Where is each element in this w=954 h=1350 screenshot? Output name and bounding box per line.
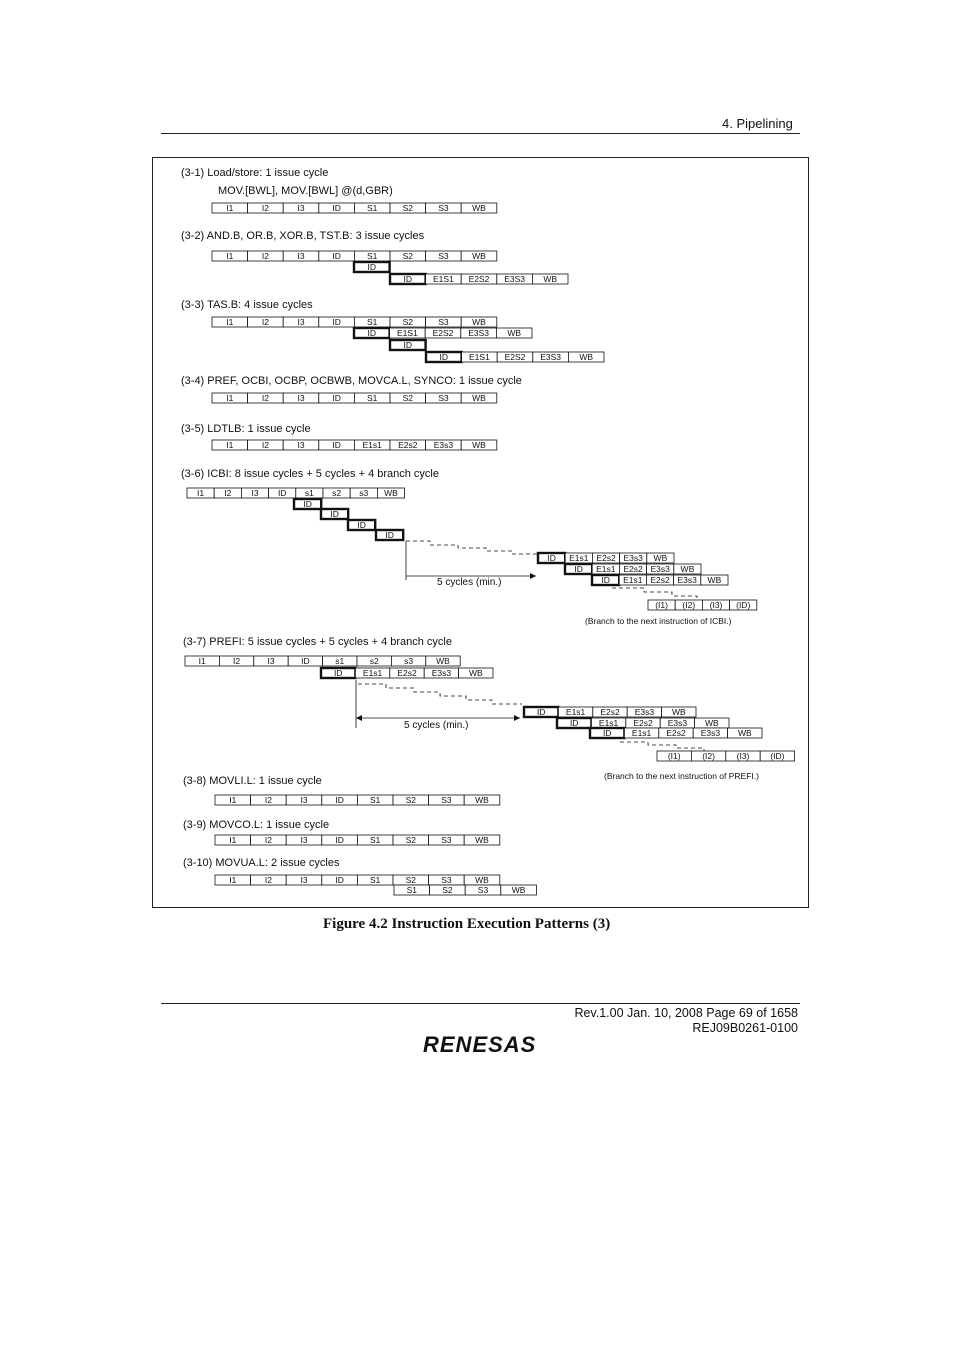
pipeline-stage-label: I1 [226,203,234,213]
pipeline-stage-label: WB [707,575,722,585]
section-title-3-1: (3-1) Load/store: 1 issue cycle [181,167,329,179]
pipeline-stage-label: I3 [297,251,305,261]
pipeline-stage-label: E3s3 [431,668,452,678]
pipeline-stage-label: WB [475,835,489,845]
pipeline-row-s10-1 [215,875,500,885]
pipeline-stage-label: E1s1 [362,440,382,450]
pipeline-stage-label: I1 [226,440,234,450]
pipeline-stage-label: ID [403,274,413,284]
pipeline-stage-label: E1s1 [565,707,586,717]
pipeline-stage-label: WB [475,875,489,885]
renesas-logo: RENESAS [423,1032,537,1057]
pipeline-stage-label: E3s3 [700,728,721,738]
pipeline-stage-label: E3s3 [650,564,670,574]
pipeline-stage-label: E1S1 [397,328,418,338]
footer-rule [161,1003,800,1004]
pipeline-stage-label: s3 [404,656,414,666]
pipeline-stage-label: I3 [300,875,308,885]
pipeline-row-s6-8 [592,575,728,585]
pipeline-stage-label: I1 [226,393,234,403]
pipeline-stage-label: ID [332,317,341,327]
pipeline-row-s6-4 [348,520,375,530]
pipeline-stage-label: E3s3 [677,575,697,585]
pipeline-stage-label: ID [332,203,341,213]
pipeline-stage-label: E3S3 [540,352,561,362]
pipeline-stage-label: I1 [197,488,205,498]
pipeline-stage-label: ID [367,262,377,272]
pipeline-row-s6-2 [294,499,321,509]
pipeline-row-s6-1 [187,488,405,498]
pipeline-stage-label: s1 [335,656,345,666]
pipeline-row-s4-1 [212,393,497,403]
pipeline-stage-label: I1 [198,656,206,666]
running-header: 4. Pipelining [722,116,793,131]
pipeline-stage-label: S2 [405,875,417,885]
pipeline-stage-label: S1 [369,795,381,805]
pipeline-stage-label: WB [737,728,752,738]
pipeline-stage-label: ID [357,520,366,530]
pipeline-stage-label: ID [574,564,583,574]
pipeline-stage-label: ID [536,707,546,717]
pipeline-stage-label: ID [385,530,394,540]
prefi-cycle-label: 5 cycles (min.) [404,720,469,731]
pipeline-stage-label: ID [330,509,339,519]
pipeline-stage-label: WB [653,553,668,563]
pipeline-stage-label: WB [472,203,486,213]
pipeline-stage-label: E2S2 [468,274,490,284]
pipeline-stage-label: WB [680,564,695,574]
section-title-3-5: (3-5) LDTLB: 1 issue cycle [181,423,311,435]
pipeline-stage-label: (I3) [709,600,723,610]
pipeline-stage-label: (ID) [736,600,751,610]
pipeline-stage-label: S2 [442,885,453,895]
pipeline-stage-label: E1s1 [362,668,383,678]
pipeline-stage-label: S2 [402,203,414,213]
pipeline-row-s7-1 [185,656,460,666]
pipeline-stage-label: E1S1 [469,352,490,362]
pipeline-stage-label: ID [439,352,449,362]
pipeline-stage-label: E3S3 [504,274,525,284]
pipeline-stage-label: ID [335,875,344,885]
pipeline-stage-label: ID [332,440,341,450]
pipeline-stage-label: S1 [369,835,381,845]
footer-doc-number: REJ09B0261-0100 [692,1021,798,1035]
pipeline-stage-label: E3s3 [623,553,643,563]
pipeline-row-s2-3 [390,274,568,284]
prefi-branch-note: (Branch to the next instruction of PREFI.) [604,771,759,781]
pipeline-row-s7-2 [321,668,493,678]
pipeline-stage-label: I2 [224,488,232,498]
pipeline-stage-label: (I1) [655,600,668,610]
pipeline-stage-label: I3 [300,795,308,805]
pipeline-stage-label: ID [301,656,310,666]
pipeline-stage-label: I2 [261,317,269,327]
pipeline-row-s8-1 [215,795,500,805]
pipeline-stage-label: E3s3 [433,440,454,450]
pipeline-stage-label: ID [602,728,612,738]
pipeline-stage-label: I3 [267,656,275,666]
pipeline-row-s3-4 [426,352,604,362]
pipeline-stage-label: E2s2 [666,728,686,738]
pipeline-stage-label: I3 [297,203,305,213]
pipeline-stage-label: s1 [304,488,314,498]
footer-revision: Rev.1.00 Jan. 10, 2008 Page 69 of 1658 [574,1006,798,1020]
pipeline-stage-label: E2s2 [650,575,670,585]
pipeline-stage-label: I2 [261,440,269,450]
icbi-branch-note: (Branch to the next instruction of ICBI.) [585,616,732,626]
pipeline-stage-label: S2 [402,393,414,403]
pipeline-stage-label: S3 [438,251,449,261]
pipeline-stage-label: WB [579,352,594,362]
pipeline-row-s6-3 [321,509,348,519]
pipeline-stage-label: (I2) [702,751,715,761]
pipeline-stage-label: WB [475,795,489,805]
section-title-3-3: (3-3) TAS.B: 4 issue cycles [181,299,313,311]
pipeline-stage-label: I2 [264,835,272,845]
pipeline-stage-label: WB [543,274,558,284]
pipeline-stage-label: ID [569,718,579,728]
pipeline-stage-label: ID [333,668,343,678]
pipeline-stage-label: (I3) [736,751,750,761]
pipeline-stage-label: I3 [297,440,305,450]
pipeline-row-s3-1 [212,317,497,327]
pipeline-stage-label: s3 [359,488,369,498]
pipeline-stage-label: I2 [261,393,269,403]
pipeline-stage-label: (ID) [770,751,785,761]
pipeline-stage-label: ID [403,340,413,350]
pipeline-stage-label: S1 [366,203,378,213]
pipeline-stage-label: S1 [366,251,378,261]
pipeline-stage-label: s2 [369,656,379,666]
pipeline-stage-label: S3 [438,317,449,327]
pipeline-stage-label: WB [472,440,486,450]
pipeline-stage-label: ID [277,488,287,498]
pipeline-stage-label: E2s2 [397,668,417,678]
pipeline-stage-label: ID [547,553,556,563]
section-title-3-4: (3-4) PREF, OCBI, OCBP, OCBWB, MOVCA.L, SYNCO: 1 issue cycle [181,375,522,387]
icbi-cycle-label: 5 cycles (min.) [437,577,502,588]
section-title-3-7: (3-7) PREFI: 5 issue cycles + 5 cycles + 4 branch cycle [183,636,452,648]
pipeline-stage-label: ID [601,575,610,585]
pipeline-stage-label: ID [332,393,341,403]
pipeline-row-s7-3 [524,707,696,717]
pipeline-row-s3-3 [390,340,426,350]
figure-caption: Figure 4.2 Instruction Execution Patterns (3) [323,916,611,932]
pipeline-row-s2-2 [354,262,390,272]
pipeline-stage-label: S3 [441,835,452,845]
pipeline-stage-label: S1 [406,885,418,895]
pipeline-stage-label: E3S3 [468,328,489,338]
pipeline-stage-label: WB [671,707,686,717]
pipeline-stage-label: S2 [402,317,414,327]
pipeline-stage-label: I2 [264,795,272,805]
pipeline-stage-label: E1s1 [598,718,619,728]
pipeline-stage-label: WB [436,656,450,666]
pipeline-stage-label: S2 [402,251,414,261]
pipeline-stage-label: E1s1 [623,575,643,585]
pipeline-stage-label: ID [367,328,377,338]
pipeline-row-s6-6 [538,553,674,563]
pipeline-stage-label: E3s3 [634,707,655,717]
pipeline-stage-label: E1s1 [569,553,589,563]
pipeline-stage-label: S1 [366,317,378,327]
pipeline-stage-label: S3 [441,875,452,885]
pipeline-stage-label: WB [472,393,486,403]
pipeline-row-s2-1 [212,251,497,261]
pipeline-stage-label: WB [507,328,522,338]
pipeline-stage-label: I1 [226,317,234,327]
pipeline-stage-label: I2 [264,875,272,885]
pipeline-stage-label: E2s2 [623,564,643,574]
pipeline-row-s1-1 [212,203,497,213]
pipeline-stage-label: E2S2 [504,352,526,362]
section-subtitle-3-1: MOV.[BWL], MOV.[BWL] @(d,GBR) [218,185,393,197]
pipeline-stage-label: s2 [332,488,342,498]
pipeline-stage-label: (I1) [667,751,681,761]
pipeline-stage-label: S2 [405,795,417,805]
pipeline-row-s7-4 [557,718,729,728]
pipeline-row-s6-9 [648,600,757,610]
pipeline-stage-label: I1 [229,835,237,845]
pipeline-stage-label: (I2) [682,600,696,610]
section-title-3-10: (3-10) MOVUA.L: 2 issue cycles [183,857,340,869]
section-title-3-6: (3-6) ICBI: 8 issue cycles + 5 cycles + 4 branch cycle [181,468,439,480]
section-title-3-8: (3-8) MOVLI.L: 1 issue cycle [183,775,322,787]
pipeline-stage-label: E2s2 [633,718,653,728]
pipeline-stage-label: E1S1 [433,274,454,284]
pipeline-stage-label: E2s2 [596,553,616,563]
pipeline-stage-label: I1 [229,795,237,805]
pipeline-stage-label: ID [303,499,312,509]
pipeline-stage-label: I2 [261,203,269,213]
pipeline-stage-label: ID [335,835,344,845]
pipeline-stage-label: WB [472,317,486,327]
pipeline-stage-label: I1 [229,875,237,885]
pipeline-stage-label: S3 [441,795,452,805]
pipeline-row-s6-7 [565,564,701,574]
pipeline-stage-label: I1 [226,251,234,261]
pipeline-stage-label: I3 [297,393,305,403]
pipeline-row-s6-5 [376,530,403,540]
pipeline-stage-label: WB [384,488,398,498]
pipeline-stage-label: I3 [297,317,305,327]
pipeline-row-s7-5 [590,728,762,738]
pipeline-stage-label: E1s1 [596,564,616,574]
pipeline-stage-label: S1 [369,875,381,885]
pipeline-row-s5-1 [212,440,497,450]
pipeline-stage-label: WB [704,718,719,728]
pipeline-stage-label: WB [468,668,483,678]
pipeline-row-s10-2 [394,885,536,895]
pipeline-stage-label: I3 [300,835,308,845]
pipeline-stage-label: WB [472,251,486,261]
pipeline-stage-label: S3 [438,393,449,403]
pipeline-row-s9-1 [215,835,500,845]
pipeline-stage-label: S1 [366,393,378,403]
section-title-3-9: (3-9) MOVCO.L: 1 issue cycle [183,819,330,831]
pipeline-row-s3-2 [354,328,532,338]
pipeline-stage-label: E2s2 [600,707,620,717]
pipeline-stage-label: E2S2 [432,328,454,338]
pipeline-stage-label: E3s3 [667,718,688,728]
pipeline-stage-label: ID [332,251,341,261]
pipeline-stage-label: E1s1 [631,728,652,738]
pipeline-stage-label: I2 [261,251,269,261]
pipeline-stage-label: S3 [438,203,449,213]
pipeline-stage-label: ID [335,795,344,805]
pipeline-stage-label: S3 [477,885,489,895]
pipeline-row-s7-6 [657,751,795,761]
pipeline-stage-label: S2 [405,835,417,845]
pipeline-stage-label: I3 [251,488,259,498]
section-title-3-2: (3-2) AND.B, OR.B, XOR.B, TST.B: 3 issue cycles [181,230,425,242]
pipeline-stage-label: WB [511,885,526,895]
pipeline-stage-label: E2s2 [398,440,418,450]
pipeline-stage-label: I2 [233,656,241,666]
